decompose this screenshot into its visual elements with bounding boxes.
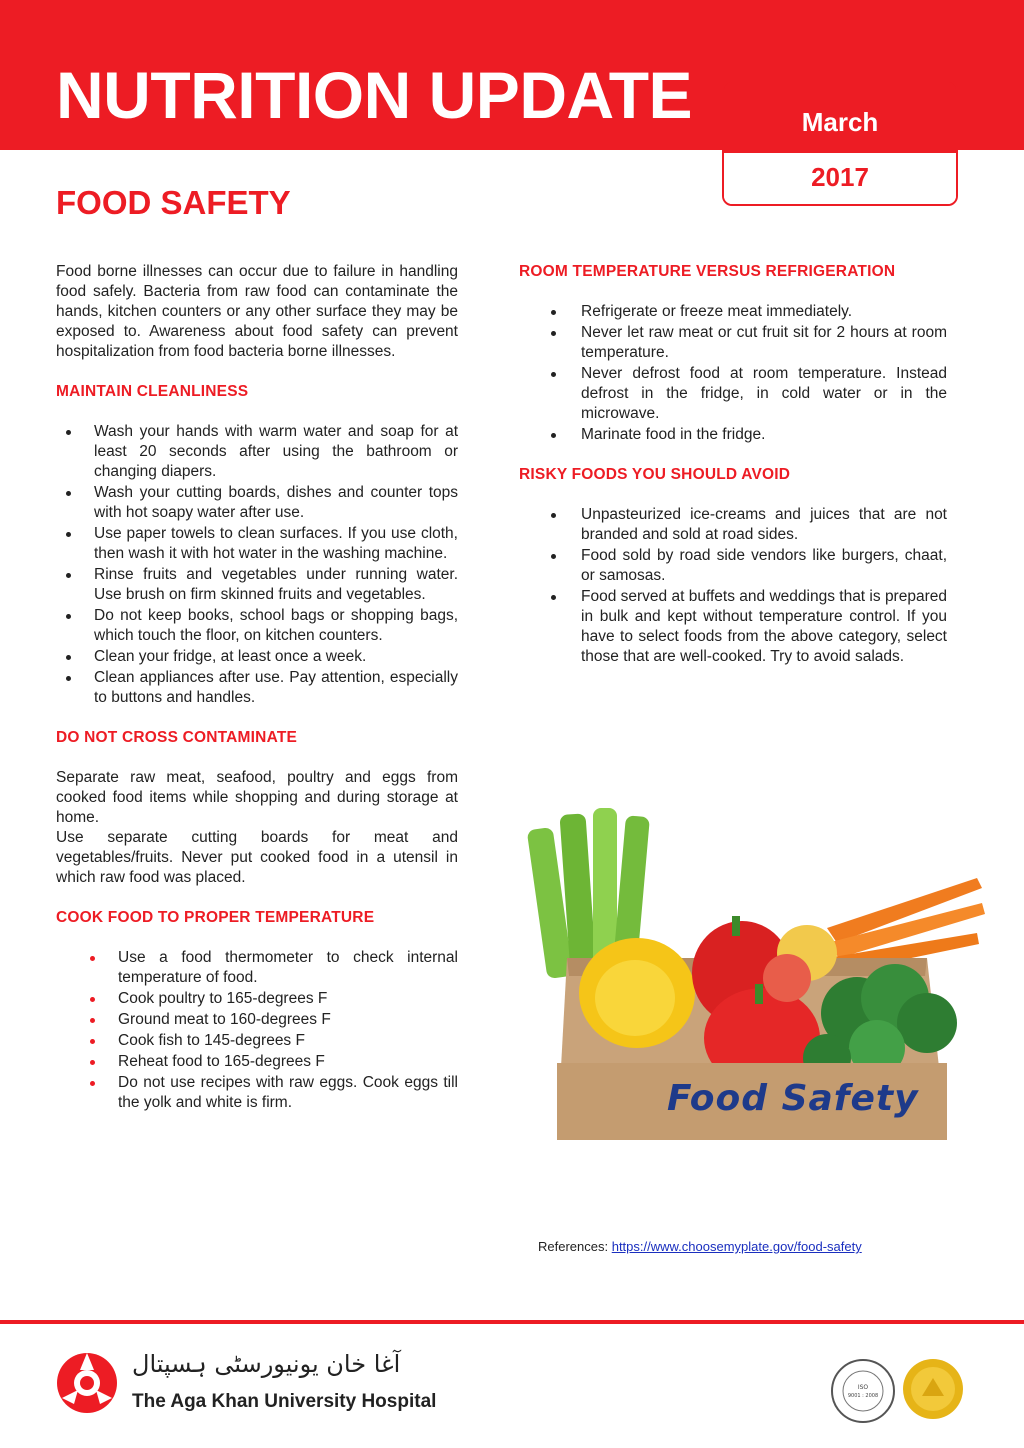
list-item: Wash your hands with warm water and soap for at least 20 seconds after using the bathroom or changing diapers. (56, 422, 458, 482)
date-box (722, 80, 958, 206)
cross-heading: DO NOT CROSS CONTAMINATE (56, 729, 298, 746)
list-item: Cook poultry to 165-degrees F (56, 989, 458, 1009)
references-label: References: (538, 1239, 609, 1254)
list-item: Cook fish to 145-degrees F (56, 1031, 458, 1051)
food-bag-image (527, 808, 985, 1140)
list-item: Wash your cutting boards, dishes and counter tops with hot soapy water after use. (56, 483, 458, 523)
list-item: Do not use recipes with raw eggs. Cook eggs till the yolk and white is firm. (56, 1073, 458, 1113)
section-title: FOOD SAFETY (56, 184, 291, 221)
list-item: Rinse fruits and vegetables under running water. Use brush on firm skinned fruits and vegetables. (56, 565, 458, 605)
list-item: Do not keep books, school bags or shopping bags, which touch the floor, on kitchen counters. (56, 606, 458, 646)
page-title: NUTRITION UPDATE (56, 58, 693, 132)
org-name: The Aga Khan University Hospital (132, 1391, 437, 1412)
reference-link[interactable]: https://www.choosemyplate.gov/food-safety (611, 1239, 862, 1254)
list-item: Never defrost food at room temperature. Instead defrost in the fridge, in cold water or in the microwave. (519, 364, 947, 424)
cook-heading: COOK FOOD TO PROPER TEMPERATURE (56, 909, 375, 926)
intro-paragraph: Food borne illnesses can occur due to failure in handling food safely. Bacteria from raw food can contaminate the hands, kitchen counters or any other surface they may be exposed to. Awareness about food safety can prevent hospitalization from food bacteria borne illnesses. (56, 263, 458, 360)
room-list (519, 302, 947, 445)
list-item: Unpasteurized ice-creams and juices that are not branded and sold at road sides. (519, 505, 947, 545)
room-heading: ROOM TEMPERATURE VERSUS REFRIGERATION (519, 263, 896, 280)
akuh-logo-icon (54, 1350, 120, 1416)
org-name-urdu: آغا خان یونیورسٹی ہسپتال (132, 1350, 401, 1378)
list-item: Use a food thermometer to check internal temperature of food. (56, 948, 458, 988)
list-item: Refrigerate or freeze meat immediately. (519, 302, 947, 322)
risky-heading: RISKY FOODS YOU SHOULD AVOID (519, 466, 791, 483)
issue-year: 2017 (724, 152, 956, 206)
cross-paragraph-1: Separate raw meat, seafood, poultry and eggs from cooked food items while shopping and during storage at home. (56, 769, 458, 826)
list-item: Clean your fridge, at least once a week. (56, 647, 458, 667)
list-item: Food served at buffets and weddings that is prepared in bulk and kept without temperature control. If you have to select foods from the above category, select those that are well-cooked. Try to avoid salads. (519, 587, 947, 667)
bag-label: Food Safety (667, 1078, 919, 1119)
references (538, 1239, 862, 1254)
left-column (56, 262, 458, 1114)
list-item: Never let raw meat or cut fruit sit for 2 hours at room temperature. (519, 323, 947, 363)
list-item: Use paper towels to clean surfaces. If you use cloth, then wash it with hot water in the washing machine. (56, 524, 458, 564)
footer-divider (0, 1320, 1024, 1324)
issue-month: March (724, 82, 956, 152)
cleanliness-list (56, 422, 458, 708)
right-column (519, 262, 947, 668)
iso-seal-icon (830, 1358, 896, 1424)
list-item: Food sold by road side vendors like burgers, chaat, or samosas. (519, 546, 947, 586)
seal-iso-text: ISO (857, 1384, 869, 1391)
cross-paragraph-2: Use separate cutting boards for meat and vegetables/fruits. Never put cooked food in a utensil in which raw food was placed. (56, 829, 458, 886)
list-item: Reheat food to 165-degrees F (56, 1052, 458, 1072)
risky-list (519, 505, 947, 667)
list-item: Clean appliances after use. Pay attention, especially to buttons and handles. (56, 668, 458, 708)
accreditation-seal-icon (902, 1358, 964, 1420)
cook-list (56, 948, 458, 1113)
list-item: Ground meat to 160-degrees F (56, 1010, 458, 1030)
svg-text:9001 : 2008: 9001 : 2008 (847, 1393, 879, 1399)
list-item: Marinate food in the fridge. (519, 425, 947, 445)
cleanliness-heading: MAINTAIN CLEANLINESS (56, 383, 249, 400)
